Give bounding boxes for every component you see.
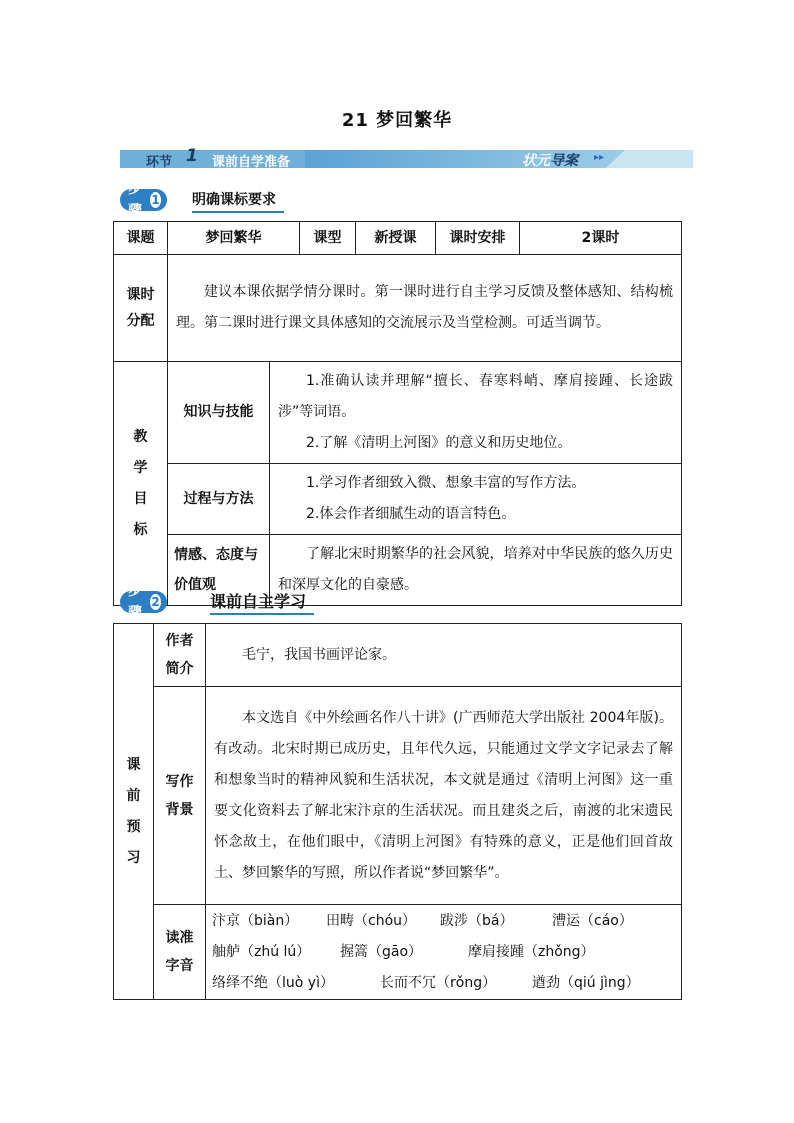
pron-item: 汴京（biàn） [212,912,299,929]
table-row-goal-process [114,464,682,535]
preview-label-char: 课 [126,756,141,773]
banner-section-title: 课前自学准备 [212,155,291,170]
preview-label-char: 习 [126,849,141,866]
table-row-goal-emotion [114,535,682,606]
pron-item: 长而不冗（rǒng） [380,974,497,991]
goal-item: 了解北宋时期繁华的社会风貌，培养对中华民族的悠久历史和深厚文化的自豪感。 [278,546,673,593]
preview-label-char: 前 [126,787,141,804]
section-banner [120,146,693,170]
step-1-title: 明确课标要求 [192,189,284,213]
cell-goal-process-label: 过程与方法 [168,464,270,535]
goals-label-char: 教 [133,428,148,445]
cell-goal-knowledge-text [270,362,682,464]
pron-row [206,937,681,968]
banner-arrow-icon: ▸▸ [594,152,605,163]
step-2-prefix: 步骤 [128,583,142,621]
table-row-allocation [114,255,682,362]
preview-table [113,623,682,1000]
goal-item: 1.准确认读并理解“擅长、春寒料峭、摩肩接踵、长途跋涉”等词语。 [278,373,673,420]
author-paragraph: 毛宁，我国书画评论家。 [242,646,396,663]
cell-topic-value: 梦回繁华 [168,222,300,255]
cell-background-text [206,687,682,905]
cell-pronunciation-label [154,905,206,1000]
step-1-pill [120,181,167,219]
cell-goals-label [114,362,168,606]
pron-item: 舳舻（zhú lú） [212,943,311,960]
pron-item: 握篙（gāo） [340,943,423,960]
cell-allocation-text [168,255,682,362]
banner-brand-a: 状元 [522,153,550,169]
goal-item: 2.了解《清明上河图》的意义和历史地位。 [306,435,572,451]
pron-item: 遒劲（qiú jìng） [532,974,640,991]
pron-item: 摩肩接踵（zhǒng） [468,943,595,960]
banner-section-label: 环节 [146,155,173,170]
banner-section-number: 1 [186,146,198,166]
cell-goal-process-text [270,464,682,535]
step-2-pill [120,583,167,621]
goal-item: 1.学习作者细致入微、想象丰富的写作方法。 [306,475,586,491]
cell-pronunciation-list [206,905,682,1000]
allocation-label-text: 课时分配 [126,287,155,329]
pron-item: 跋涉（bá） [440,912,514,929]
page-title: 21 梦回繁华 [341,110,453,131]
cell-background-label [154,687,206,905]
cell-type-label: 课型 [300,222,356,255]
cell-goal-knowledge-label: 知识与技能 [168,362,270,464]
goal-emotion-label-text: 情感、态度与价值观 [174,547,258,593]
pron-row [206,968,681,999]
cell-allocation-label [114,255,168,362]
goal-item: 2.体会作者细腻生动的语言特色。 [306,506,516,522]
pronunciation-label-text: 读准字音 [165,930,194,974]
cell-preview-label [114,624,154,1000]
pron-item: 漕运（cáo） [552,912,633,929]
goals-label-char: 标 [133,521,148,538]
preview-label-vertical [114,750,153,874]
cell-type-value: 新授课 [356,222,436,255]
goals-label-char: 目 [133,490,148,507]
table-row-background [114,687,682,905]
cell-goal-emotion-text [270,535,682,606]
cell-author-text [206,624,682,687]
table-row-author [114,624,682,687]
background-paragraph: 本文选自《中外绘画名作八十讲》(广西师范大学出版社 2004年版)。有改动。北宋时期已成历史，且年代久远，只能通过文学文字记录去了解和想象当时的精神风貌和生活状况，本文就是通过《清明上河图》这一重要文化资料去了解北宋汴京的生活状况。而且建炎之后，南渡的北宋遗民怀念故土，在他们眼中，《清明上河图》有特殊的意义，正是他们回首故土、梦回繁华的写照，所以作者说“梦回繁华”。 [214,709,673,881]
cell-topic-label: 课题 [114,222,168,255]
cell-schedule-label: 课时安排 [436,222,520,255]
table-row-goal-knowledge [114,362,682,464]
preview-label-char: 预 [126,818,141,835]
banner-brand-b: 导案 [550,153,578,169]
course-standard-table [113,221,682,606]
pron-row [206,906,681,937]
step-1-number: 1 [151,193,160,207]
pron-item: 络绎不绝（luò yì） [212,974,334,991]
banner-brand [522,150,578,170]
step-2-number: 2 [151,595,160,609]
allocation-paragraph: 建议本课依据学情分课时。第一课时进行自主学习反馈及整体感知、结构梳理。第二课时进行课文具体感知的交流展示及当堂检测。可适当调节。 [176,284,673,331]
goals-label-vertical [114,422,167,546]
goals-label-char: 学 [133,459,148,476]
cell-author-label [154,624,206,687]
table-row-pronunciation [114,905,682,1000]
pron-item: 田畴（chóu） [326,912,417,929]
cell-schedule-value: 2课时 [520,222,682,255]
table-row-header [114,222,682,255]
author-label-text: 作者简介 [165,633,194,677]
background-label-text: 写作背景 [165,773,194,818]
step-2-title: 课前自主学习 [210,591,314,615]
step-1-prefix: 步骤 [128,181,142,219]
